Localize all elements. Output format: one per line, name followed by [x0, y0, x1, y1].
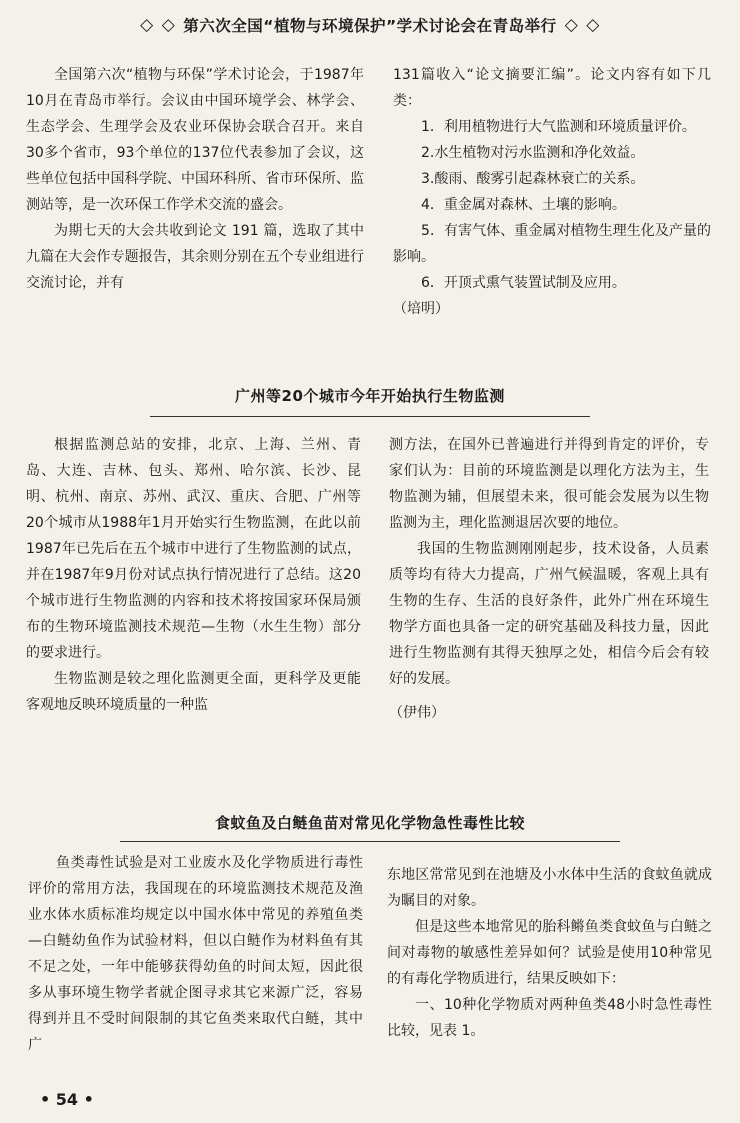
- article1-right-column: [393, 62, 711, 322]
- article1-list-item: 6．开顶式熏气装置试制及应用。: [421, 275, 626, 291]
- diamond-ornament-icon: ◇: [586, 14, 600, 35]
- diamond-ornament-icon: ◇: [564, 14, 579, 35]
- article1-title: 第六次全国“植物与环境保护”学术讨论会在青岛举行: [183, 17, 557, 35]
- article3-paragraph: 鱼类毒性试验是对工业废水及化学物质进行毒性评价的常用方法，我国现在的环境监测技术规范及渔业水体水质标准均规定以中国水体中常见的养殖鱼类—白鲢幼鱼作为试验材料，但以白鲢作为材料鱼有其不足之处，一年中能够获得幼鱼的时间太短，因此很多从事环境生物学者就企图寻求其它来源广泛，容易得到并且不受时间限制的其它鱼类来取代白鲢，其中广: [28, 855, 363, 1053]
- page-number: • 54 •: [40, 1090, 94, 1109]
- article2-right-column: [389, 432, 709, 726]
- article3-heading: [120, 812, 620, 833]
- article1-list-item: 3.酸雨、酸雾引起森林衰亡的关系。: [421, 171, 645, 187]
- article2-paragraph: 根据监测总站的安排，北京、上海、兰州、青岛、大连、吉林、包头、郑州、哈尔滨、长沙、昆明、杭州、南京、苏州、武汉、重庆、合肥、广州等20个城市从1988年1月开始实行生物监测，在此以前1987年已先后在五个城市中进行了生物监测的试点，并在1987年9月份对试点执行情况进行了总结。这20个城市进行生物监测的内容和技术将按国家环保局颁布的生物环境监测技术规范—生物（水生生物）部分的要求进行。: [26, 437, 361, 661]
- article1-paragraph: 为期七天的大会共收到论文 191 篇，选取了其中九篇在大会作专题报告，其余则分别在五个专业组进行交流讨论，并有: [26, 223, 364, 291]
- title-underline-divider: [120, 841, 620, 842]
- article2-signature: （伊伟）: [389, 705, 445, 721]
- article1-list-item: 2.水生植物对污水监测和净化效益。: [421, 145, 645, 161]
- article3-right-column: [387, 862, 712, 1044]
- diamond-ornament-icon: ◇: [161, 14, 176, 35]
- article1-list-item: 5．有害气体、重金属对植物生理生化及产量的影响。: [393, 223, 711, 265]
- article3-title: 食蚊鱼及白鲢鱼苗对常见化学物急性毒性比较: [214, 814, 525, 832]
- article1-list-intro: 131篇收入“论文摘要汇编”。论文内容有如下几类：: [393, 67, 711, 109]
- article2-left-column: [26, 432, 361, 718]
- article3-left-column: [28, 850, 363, 1058]
- article3-paragraph: 但是这些本地常见的胎科鳉鱼类食蚊鱼与白鲢之间对毒物的敏感性差异如何？试验是使用10种常见的有毒化学物质进行，结果反映如下：: [387, 919, 712, 987]
- article1-left-column: [26, 62, 364, 296]
- article1-list-item: 1．利用植物进行大气监测和环境质量评价。: [421, 119, 696, 135]
- article1-list-item: 4．重金属对森林、土壤的影响。: [421, 197, 626, 213]
- article1-title-bar: [0, 10, 740, 40]
- diamond-ornament-icon: ◇: [140, 14, 154, 35]
- article2-title: 广州等20个城市今年开始执行生物监测: [235, 387, 505, 405]
- article2-paragraph: 我国的生物监测刚刚起步，技术设备，人员素质等均有待大力提高，广州气候温暖，客观上具有生物的生存、生活的良好条件，此外广州在环境生物学方面也具备一定的研究基础及科技力量，因此进行生物监测有其得天独厚之处，相信今后会有较好的发展。: [389, 541, 709, 687]
- article1-paragraph: 全国第六次“植物与环保”学术讨论会，于1987年10月在青岛市举行。会议由中国环境学会、林学会、生态学会、生理学会及农业环保协会联合召开。来自30多个省市，93个单位的137位代表参加了会议，这些单位包括中国科学院、中国环科所、省市环保所、监测站等，是一次环保工作学术交流的盛会。: [26, 67, 364, 213]
- article2-paragraph: 生物监测是较之理化监测更全面，更科学及更能客观地反映环境质量的一种监: [26, 671, 361, 713]
- article3-paragraph: 一、10种化学物质对两种鱼类48小时急性毒性比较，见表 1。: [387, 997, 712, 1039]
- article2-heading: [150, 385, 590, 406]
- title-underline-divider: [150, 416, 590, 417]
- article1-signature: （培明）: [393, 301, 449, 317]
- article3-paragraph: 东地区常常见到在池塘及小水体中生活的食蚊鱼就成为瞩目的对象。: [387, 867, 712, 909]
- article2-paragraph: 测方法，在国外已普遍进行并得到肯定的评价，专家们认为：目前的环境监测是以理化方法为主，生物监测为辅，但展望未来，很可能会发展为以生物监测为主，理化监测退居次要的地位。: [389, 437, 709, 531]
